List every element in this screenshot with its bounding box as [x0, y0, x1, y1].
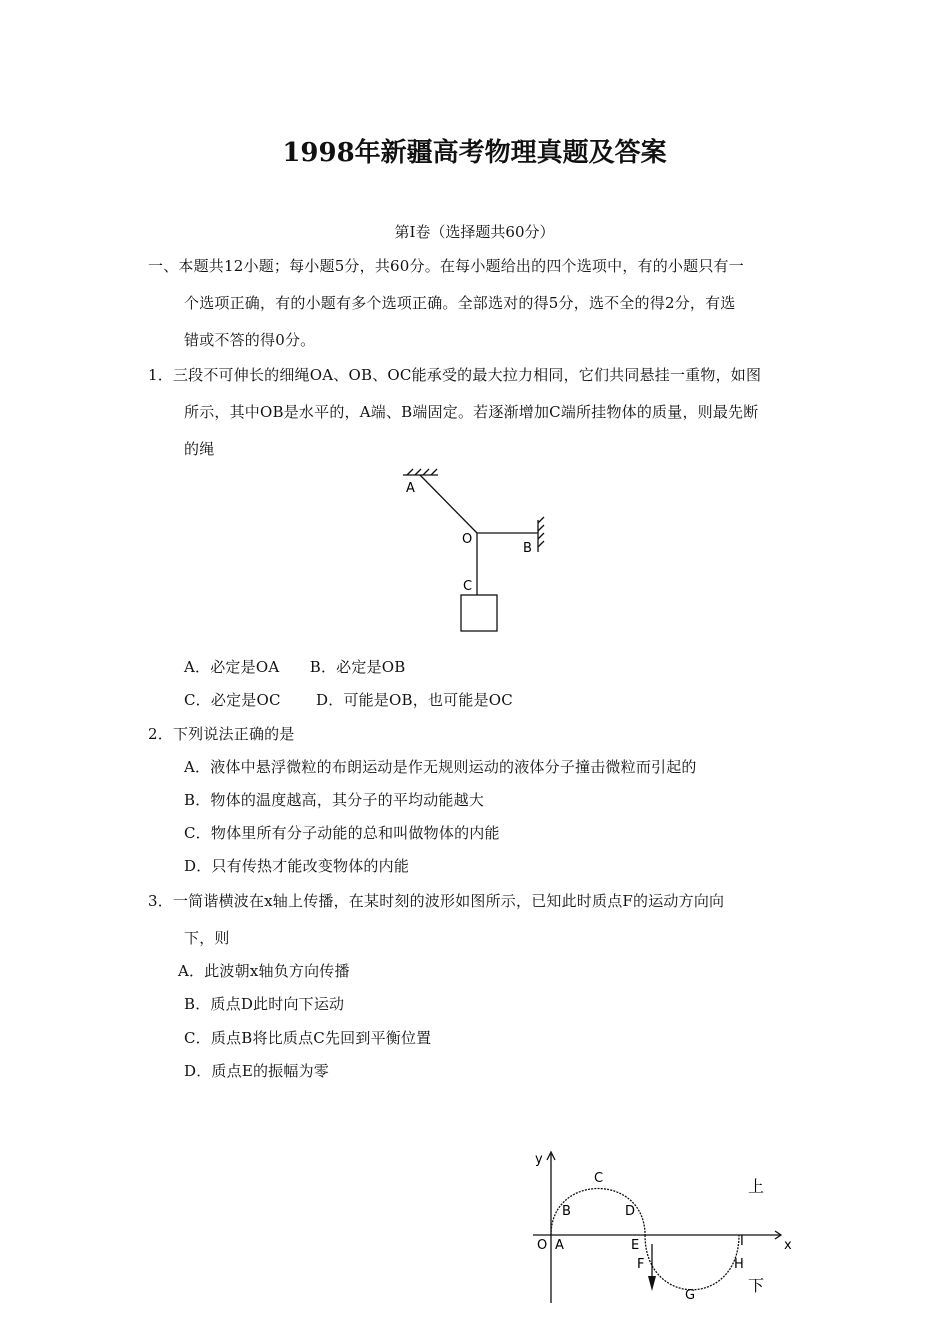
f-arrow-head	[648, 1276, 656, 1291]
label-f: F	[637, 1257, 645, 1272]
q3-option-c: C．质点B将比质点C先回到平衡位置	[184, 1029, 432, 1047]
label-b: B	[562, 1204, 571, 1219]
q2-option-c: C．物体里所有分子动能的总和叫做物体的内能	[184, 824, 500, 842]
instructions-line-2: 个选项正确，有的小题有多个选项正确。全部选对的得5分，选不全的得2分，有选	[184, 294, 736, 312]
q2-option-b: B．物体的温度越高，其分子的平均动能越大	[184, 791, 485, 809]
label-a: A	[555, 1238, 564, 1253]
q1-options-row-1: A．必定是OA B．必定是OB	[184, 658, 406, 676]
hanging-weight	[461, 595, 497, 631]
label-b: B	[523, 541, 532, 556]
q1-options-row-2: C．必定是OC D．可能是OB，也可能是OC	[184, 691, 513, 709]
q1-rope-figure	[395, 465, 565, 640]
label-down: 下	[748, 1276, 765, 1295]
label-e: E	[631, 1238, 640, 1253]
label-i: I	[740, 1234, 744, 1249]
section-title: 第Ⅰ卷（选择题共60分）	[394, 223, 555, 241]
label-h: H	[734, 1257, 744, 1272]
q2-option-d: D．只有传热才能改变物体的内能	[184, 857, 410, 875]
q1-stem-line-1: 1．三段不可伸长的细绳OA、OB、OC能承受的最大拉力相同，它们共同悬挂一重物，如图	[148, 366, 762, 384]
label-g: G	[685, 1288, 696, 1303]
label-up: 上	[748, 1177, 765, 1196]
q1-stem-line-2: 所示，其中OB是水平的，A端、B端固定。若逐渐增加C端所挂物体的质量，则最先断	[184, 403, 759, 421]
rope-oa	[420, 475, 477, 533]
label-a: A	[406, 481, 415, 496]
q3-wave-figure	[525, 1140, 805, 1310]
q3-option-b: B．质点D此时向下运动	[184, 995, 345, 1013]
page-title: 1998年新疆高考物理真题及答案	[282, 138, 667, 168]
q3-stem-line-1: 3．一简谐横波在x轴上传播，在某时刻的波形如图所示，已知此时质点F的运动方向向	[148, 892, 725, 910]
label-o: O	[462, 532, 473, 547]
label-o: O	[537, 1238, 548, 1253]
label-y: y	[535, 1152, 543, 1167]
q3-option-a: A．此波朝x轴负方向传播	[178, 962, 350, 980]
label-c: C	[463, 579, 473, 594]
q1-stem-line-3: 的绳	[184, 440, 215, 458]
instructions-line-1: 一、本题共12小题；每小题5分，共60分。在每小题给出的四个选项中，有的小题只有一	[148, 257, 744, 275]
q3-option-d: D．质点E的振幅为零	[184, 1062, 329, 1080]
label-c: C	[594, 1171, 604, 1186]
instructions-line-3: 错或不答的得0分。	[184, 331, 316, 349]
q3-stem-line-2: 下，则	[184, 929, 230, 947]
label-d: D	[625, 1204, 636, 1219]
label-x: x	[784, 1238, 792, 1253]
wave-trough	[645, 1235, 739, 1290]
q2-option-a: A．液体中悬浮微粒的布朗运动是作无规则运动的液体分子撞击微粒而引起的	[184, 758, 697, 776]
q2-stem: 2．下列说法正确的是	[148, 725, 295, 743]
